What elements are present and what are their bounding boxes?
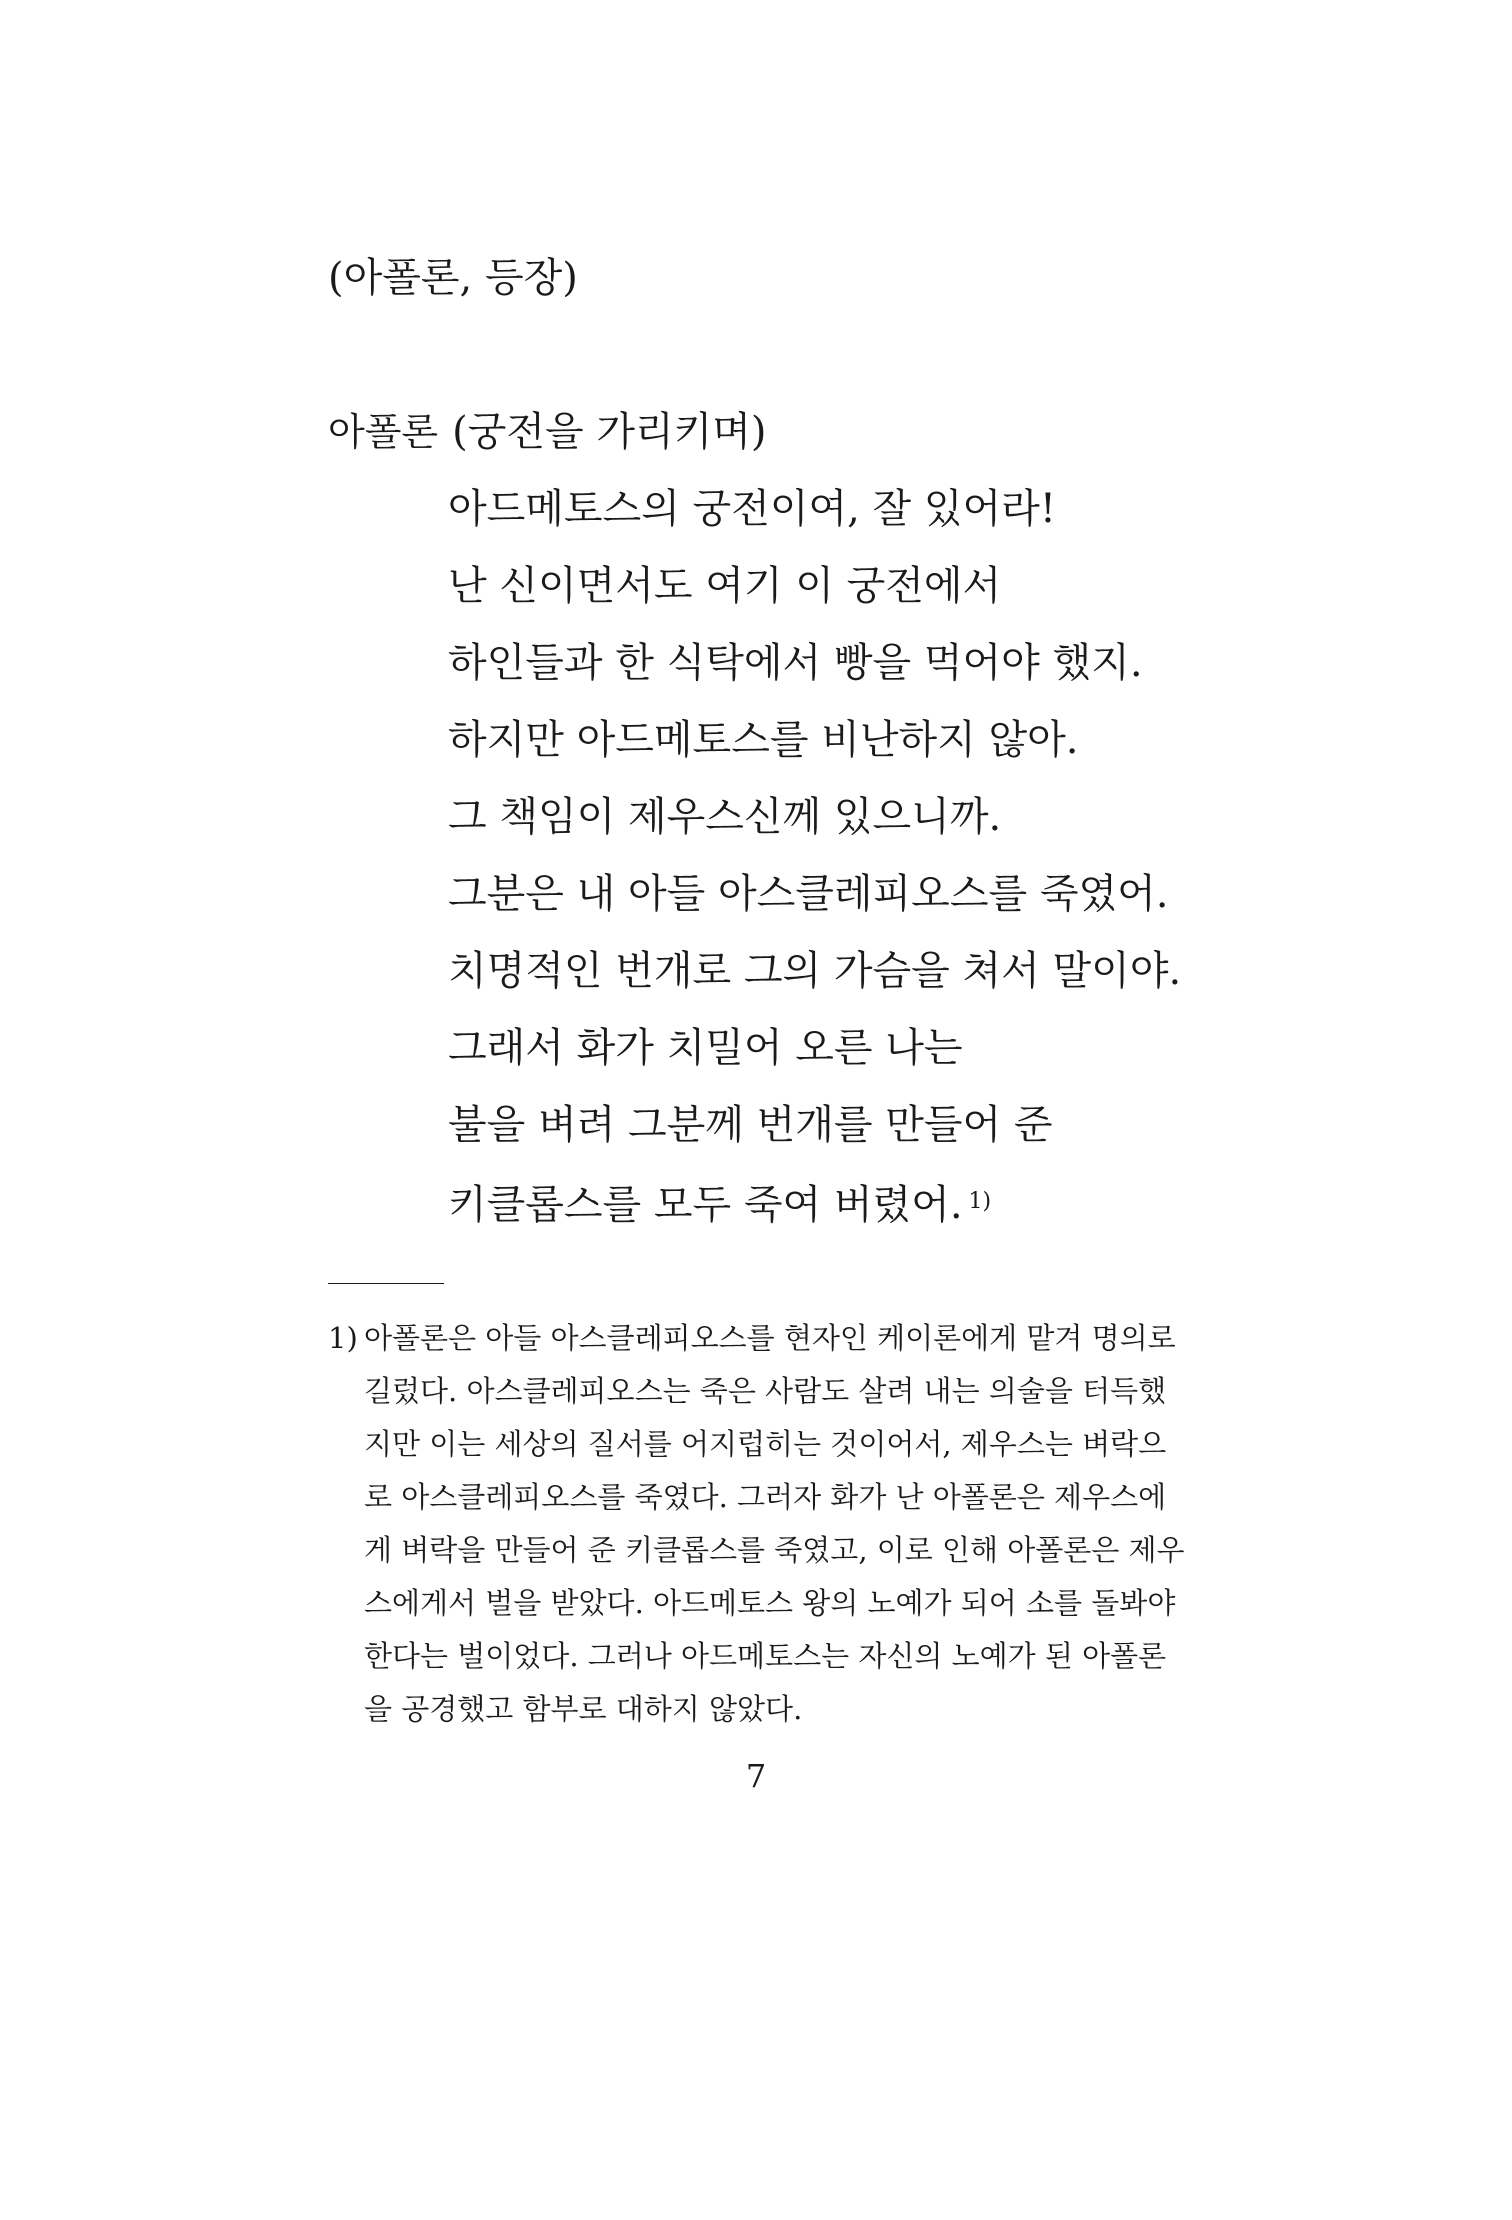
footnote-line xyxy=(328,1683,1268,1736)
footnote-line xyxy=(328,1471,1268,1524)
footnote-text: 게 벼락을 만들어 준 키클롭스를 죽였고, 이로 인해 아폴론은 제우 xyxy=(364,1533,1185,1567)
footnote-marker: 1) xyxy=(328,1321,358,1355)
speaker-line xyxy=(328,404,767,460)
footnote-line xyxy=(328,1312,1268,1365)
verse-line-text: 키클롭스를 모두 죽여 버렸어. xyxy=(448,1182,963,1228)
footnote-text: 길렀다. 아스클레피오스는 죽은 사람도 살려 내는 의술을 터득했 xyxy=(364,1374,1167,1408)
footnote-divider xyxy=(328,1283,444,1284)
footnote-line xyxy=(328,1524,1268,1577)
verse-line: 그래서 화가 치밀어 오른 나는 xyxy=(448,1025,963,1071)
footnote-line xyxy=(328,1630,1268,1683)
footnote-text: 로 아스클레피오스를 죽였다. 그러자 화가 난 아폴론은 제우스에 xyxy=(364,1480,1167,1514)
speaker-name: 아폴론 xyxy=(328,410,439,454)
verse-line: 하인들과 한 식탁에서 빵을 먹어야 했지. xyxy=(448,640,1143,686)
verse-line: 난 신이면서도 여기 이 궁전에서 xyxy=(448,563,1002,609)
page-number: 7 xyxy=(745,1757,767,1795)
footnote-line xyxy=(328,1418,1268,1471)
footnote-line xyxy=(328,1577,1268,1630)
stage-direction: (아폴론, 등장) xyxy=(328,255,578,301)
verse-block xyxy=(448,481,1181,1251)
verse-line: 치명적인 번개로 그의 가슴을 쳐서 말이야. xyxy=(448,948,1182,994)
footnote-text: 아폴론은 아들 아스클레피오스를 현자인 케이론에게 맡겨 명의로 xyxy=(364,1321,1176,1355)
footnote-text: 한다는 벌이었다. 그러나 아드메토스는 자신의 노예가 된 아폴론 xyxy=(364,1639,1167,1673)
verse-line: 하지만 아드메토스를 비난하지 않아. xyxy=(448,717,1079,763)
verse-line: 그분은 내 아들 아스클레피오스를 죽였어. xyxy=(448,871,1169,917)
footnote-text: 스에게서 벌을 받았다. 아드메토스 왕의 노예가 되어 소를 돌봐야 xyxy=(364,1586,1176,1620)
footnote-text: 을 공경했고 함부로 대하지 않았다. xyxy=(364,1692,803,1726)
footnote-reference[interactable]: 1) xyxy=(968,1189,992,1214)
speaker-direction: (궁전을 가리키며) xyxy=(452,409,767,455)
footnote-text: 지만 이는 세상의 질서를 어지럽히는 것이어서, 제우스는 벼락으 xyxy=(364,1427,1167,1461)
verse-line: 불을 벼려 그분께 번개를 만들어 준 xyxy=(448,1102,1053,1148)
verse-line-last xyxy=(448,1174,1181,1251)
verse-line: 아드메토스의 궁전이여, 잘 있어라! xyxy=(448,486,1056,532)
footnote xyxy=(328,1312,1268,1736)
footnote-line xyxy=(328,1365,1268,1418)
verse-line: 그 책임이 제우스신께 있으니까. xyxy=(448,794,1002,840)
